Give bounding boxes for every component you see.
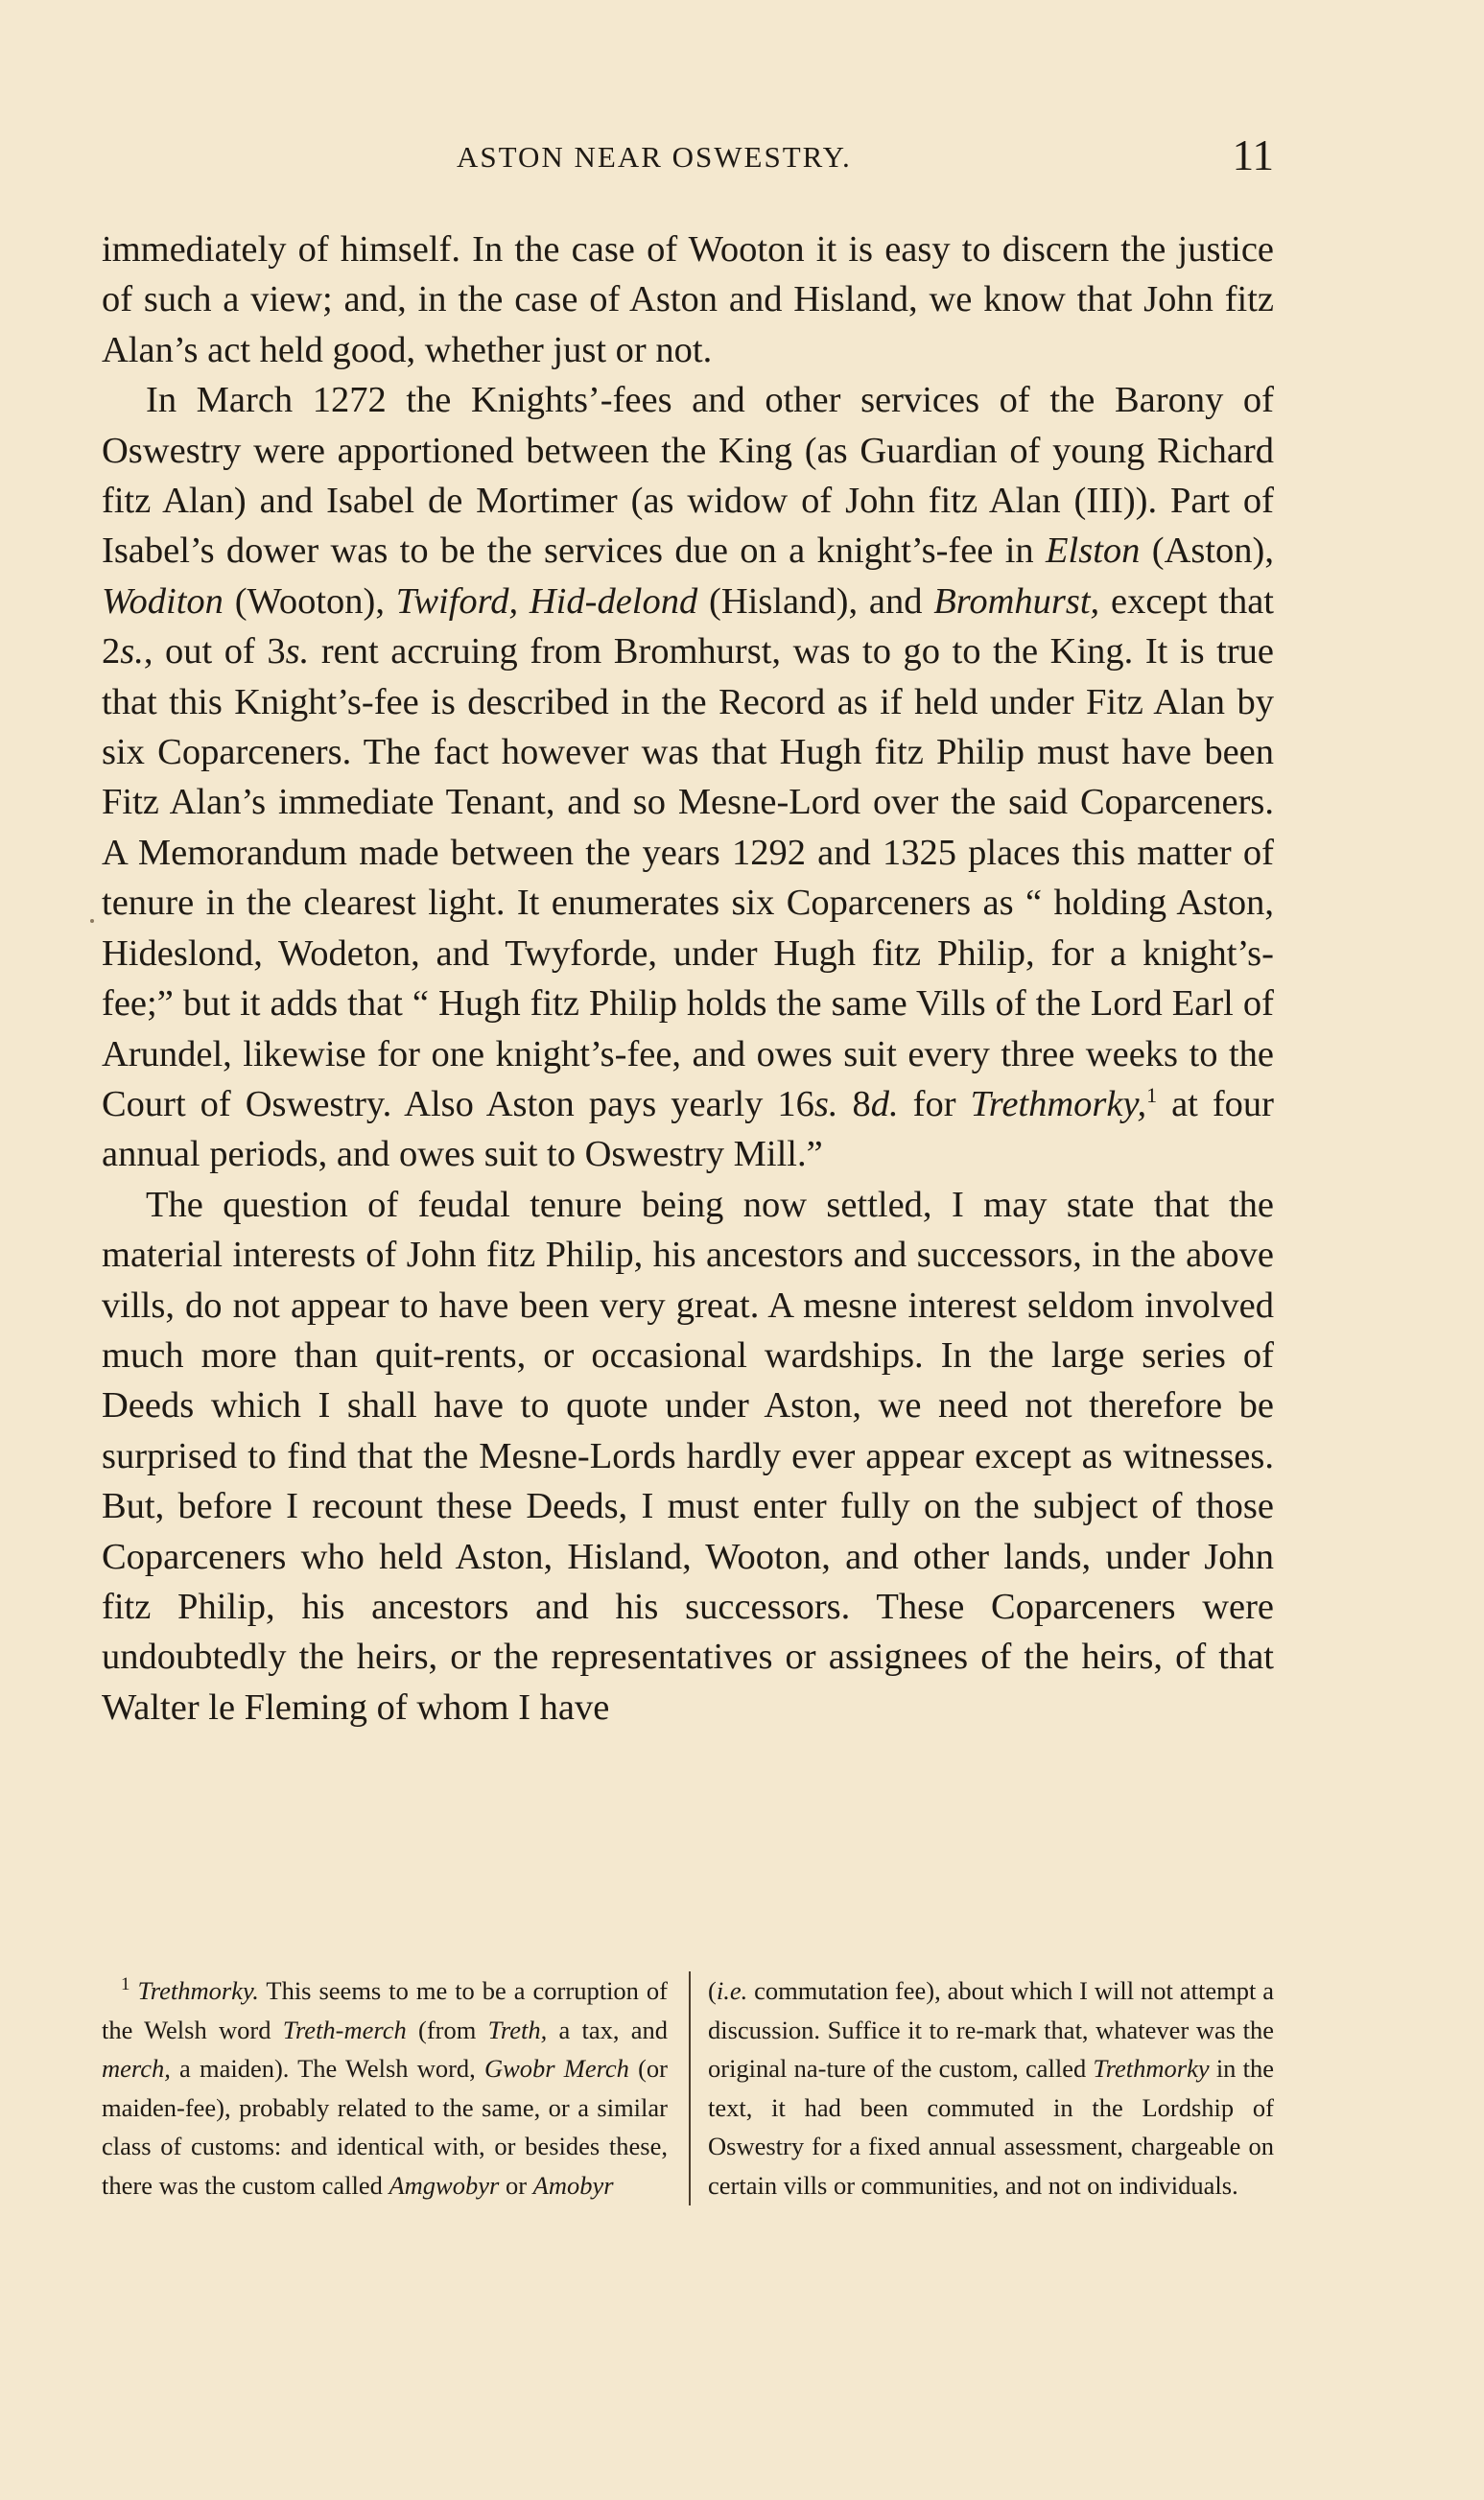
footnote-column-left: $^1$ Trethmorky. This seems to me to be a corruption of the Welsh word Treth-merch (from Treth, a tax, and merch, a maiden). The Welsh word, Gwobr Merch (or maiden-fee), probably related to the same, or a similar class of customs: and identical with, or besides these, there was the custom called Amgwobyr or Amobyr bbox=[102, 1974, 669, 2200]
footnote-reference[interactable]: 1 bbox=[1146, 1083, 1158, 1108]
footnote-marker: 1 bbox=[121, 1974, 130, 1995]
place-woditon: Woditon bbox=[102, 580, 224, 622]
paper-speck bbox=[90, 919, 94, 923]
place-bromhurst: Bromhurst, bbox=[933, 580, 1100, 622]
footnotes bbox=[102, 1971, 1274, 2205]
page-number: 11 bbox=[1232, 131, 1274, 179]
place-elston: Elston bbox=[1046, 531, 1141, 572]
paragraph-1: immediately of himself. In the case of Wooton it is easy to discern the justice of such a view; and, in the case of Aston and Hisland, we know that John fitz Alan’s act held good, whether just or not. bbox=[102, 229, 1274, 370]
paragraph-2: In March 1272 the Knights’-fees and other services of the Barony of Oswestry were apportioned between the King (as Guardian of young Richard fitz Alan) and Isabel de Mortimer (as widow of John fitz Alan (III)). Part of Isabel’s dower was to be the services due on a knight’s-fee in Elston (Aston), Woditon (Wooton), Twiford, Hid-delond (Hisland), and Bromhurst, except that 2s., out of 3s. rent accruing from Bromhurst, was to go to the King. It is true that this Knight’s-fee is described in the Record as if held under Fitz Alan by six Coparceners. The fact however was that Hugh fitz Philip must have been Fitz Alan’s immediate Tenant, and so Mesne-Lord over the said Coparceners. A Memorandum made between the years 1292 and 1325 places this matter of tenure in the clearest light. It enumerates six Coparceners as “ holding Aston, Hideslond, Wodeton, and Twyforde, under Hugh fitz Philip, for a knight’s-fee;” but it adds that “ Hugh fitz Philip holds the same Vills of the Lord Earl of Arundel, likewise for one knight’s-fee, and owes suit every three weeks to the Court of Oswestry. Also Aston pays yearly 16s. 8d. for Trethmorky,$^1$ at four annual periods, and owes suit to Oswestry Mill.” bbox=[102, 380, 1275, 1175]
place-twiford: Twiford, Hid-delond bbox=[395, 580, 698, 622]
paragraph-3: The question of feudal tenure being now settled, I may state that the material interests of John fitz Philip, his ancestors and successors, in the above vills, do not appear to have been very great. A mesne interest seldom involved much more than quit-rents, or occasional wardships. In the large series of Deeds which I shall have to quote under Aston, we need not therefore be surprised to find that the Mesne-Lords hardly ever appear except as witnesses. But, before I recount these Deeds, I must enter fully on the subject of those Coparceners who held Aston, Hisland, Wooton, and other lands, under John fitz Philip, his ancestors and his successors. These Coparceners were undoubtedly the heirs, or the representatives or assignees of the heirs, of that Walter le Fleming of whom I have bbox=[102, 1184, 1274, 1728]
running-title: ASTON NEAR OSWESTRY. bbox=[457, 140, 852, 174]
term-trethmorky: Trethmorky, bbox=[970, 1083, 1147, 1124]
page-header bbox=[102, 132, 1274, 190]
main-text bbox=[102, 224, 1274, 1733]
footnote-column-right: (i.e. commutation fee), about which I will not attempt a discussion. Suffice it to re-mark that, whatever was the original na-ture of the custom, called Trethmorky in the text, it had been commuted in the Lordship of Oswestry for a fixed annual assessment, chargeable on certain vills or communities, and not on individuals. bbox=[689, 1971, 1274, 2205]
